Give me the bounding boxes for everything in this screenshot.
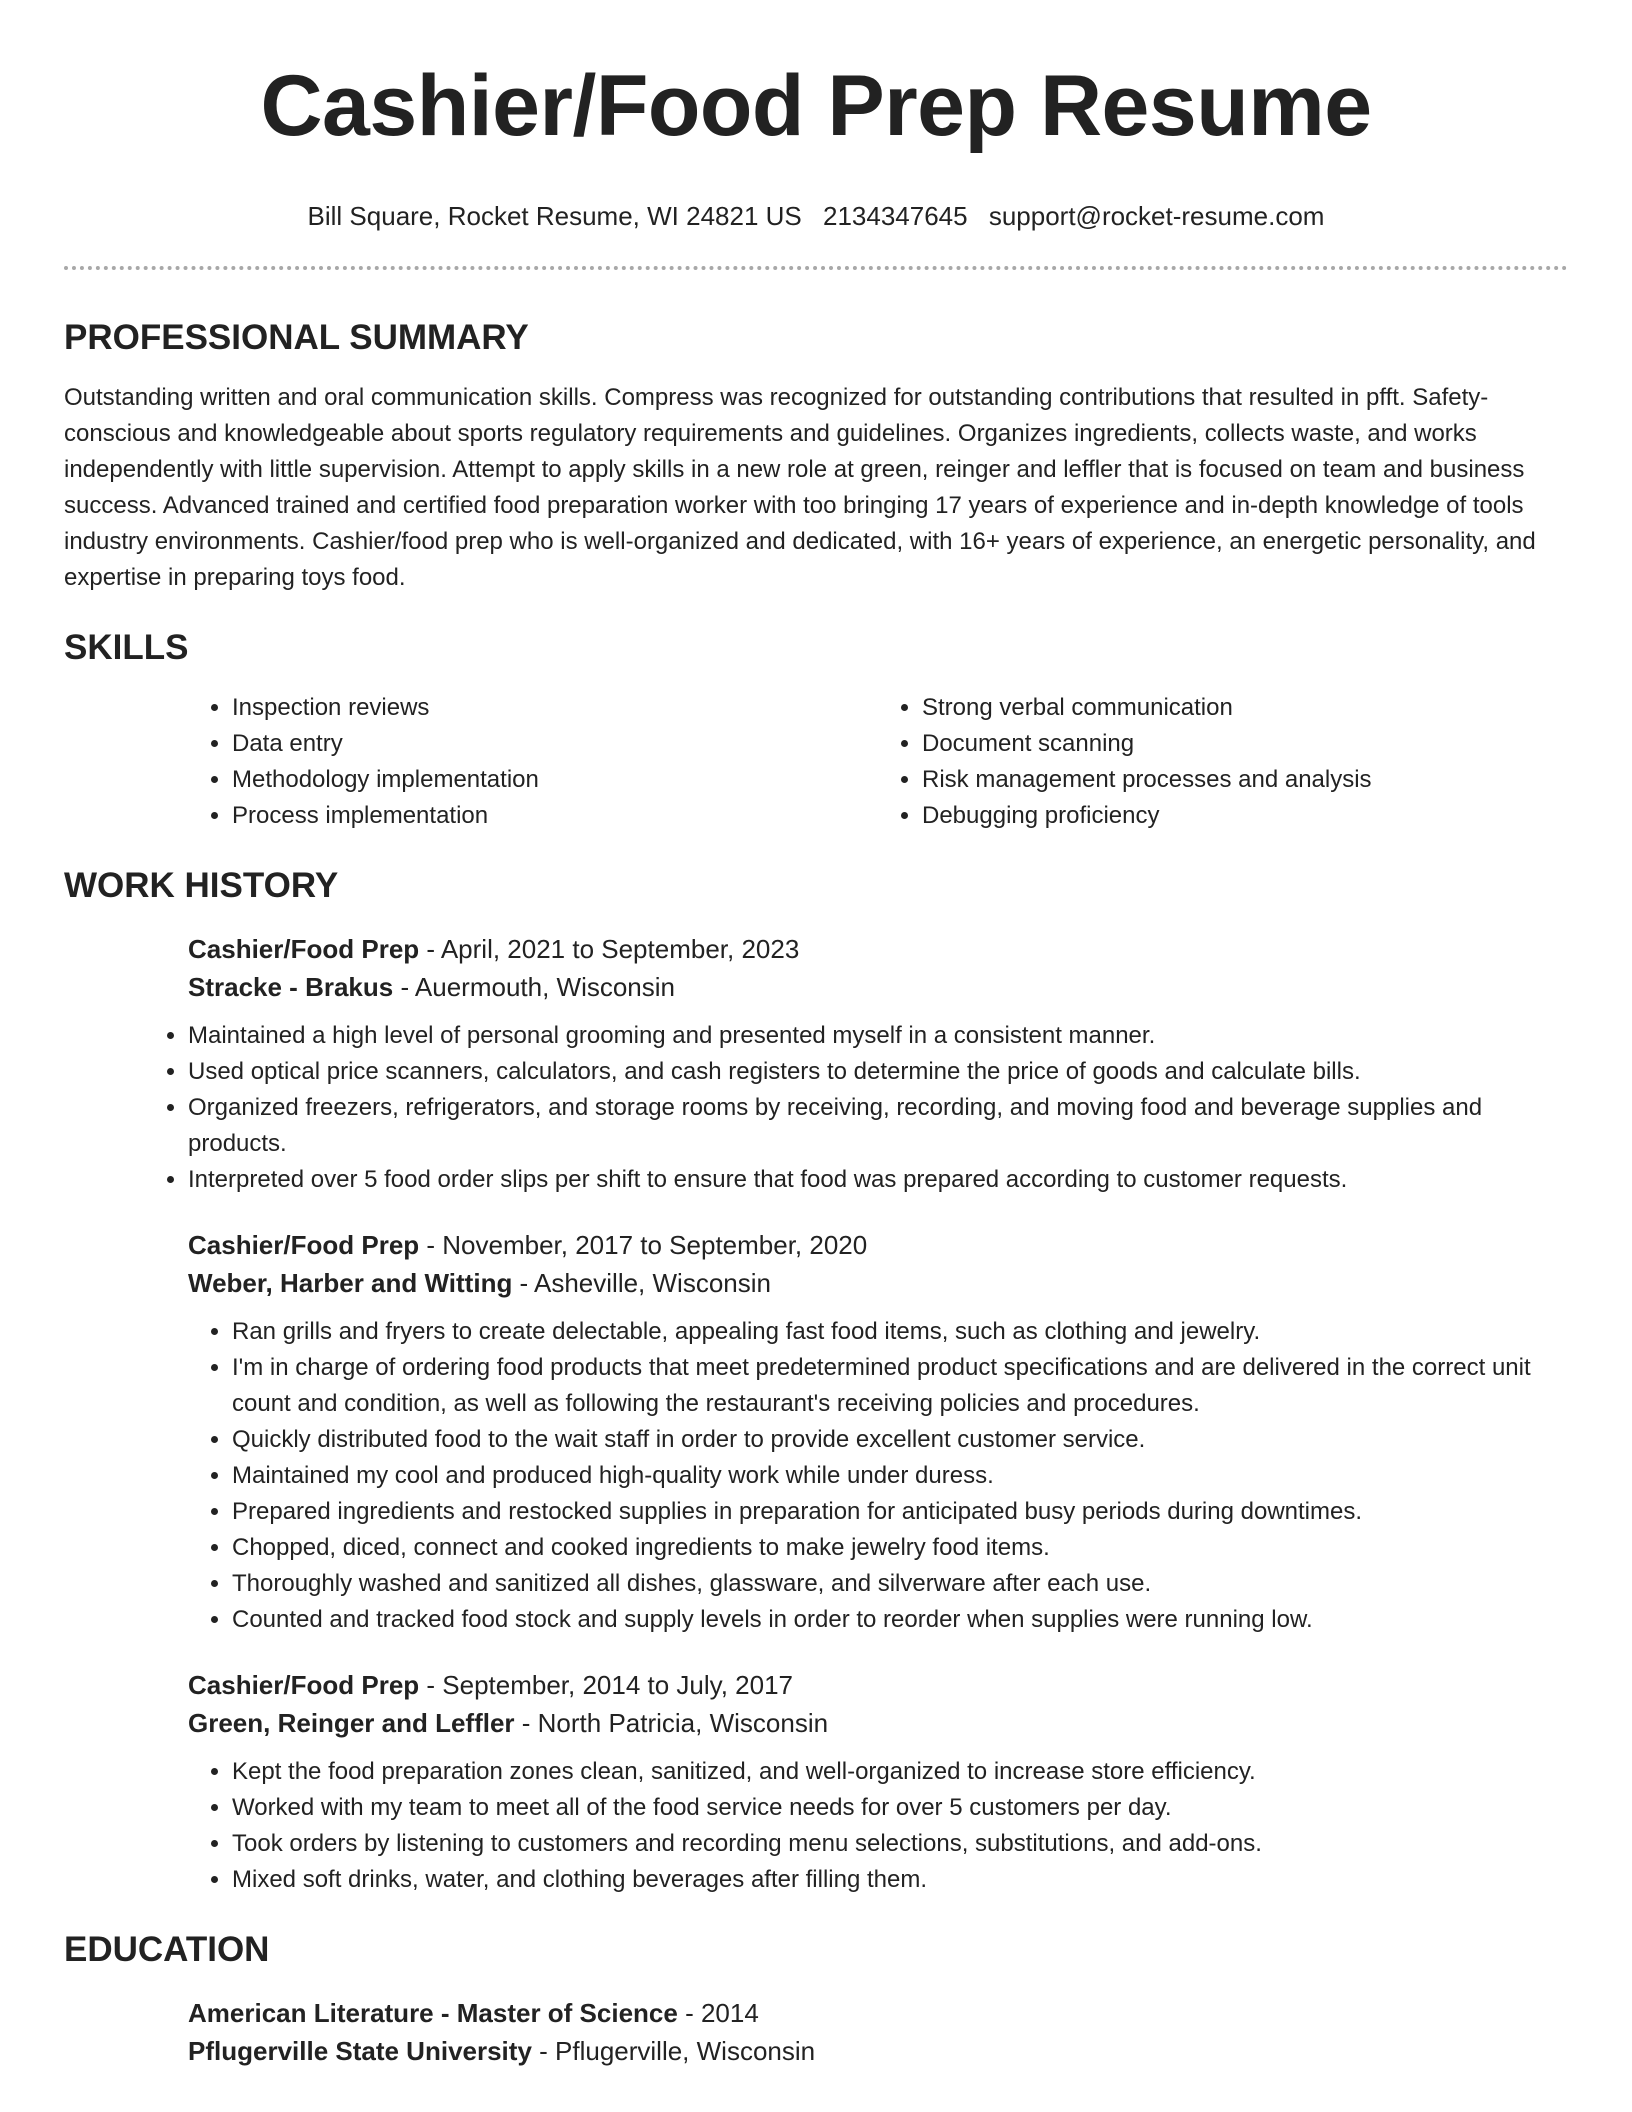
contact-phone: 2134347645 [822,201,968,231]
education-year: - 2014 [677,1998,759,2028]
section-heading-summary: PROFESSIONAL SUMMARY [64,318,529,357]
skills-section [64,626,1568,834]
job-title-line [188,1226,1568,1264]
job-title: Cashier/Food Prep [188,934,420,964]
job-title: Cashier/Food Prep [188,1230,420,1260]
job-company-line [188,1264,1568,1302]
professional-summary-section [64,316,1568,596]
job-bullet: • Quickly distributed food to the wait staff in order to provide excellent customer service. [232,1422,1568,1458]
job-bullet: • Kept the food preparation zones clean, sanitized, and well-organized to increase store efficiency. [232,1754,1568,1790]
job-entry [188,1226,1568,1638]
education-school-line [188,2032,1568,2070]
skill-item: • Document scanning [922,726,1568,762]
section-heading-work: WORK HISTORY [64,866,339,905]
job-bullet: • Organized freezers, refrigerators, and storage rooms by receiving, recording, and moving food and beverage supplies and products. [188,1090,1568,1162]
job-location: - North Patricia, Wisconsin [514,1708,829,1738]
skills-columns [188,690,1568,834]
education-school: Pflugerville State University [188,2036,532,2066]
skill-item: • Data entry [232,726,878,762]
job-dates: - September, 2014 to July, 2017 [419,1670,794,1700]
resume-title: Cashier/Food Prep Resume [260,58,1372,154]
job-bullet: • Ran grills and fryers to create delectable, appealing fast food items, such as clothing and jewelry. [232,1314,1568,1350]
skills-left-column [188,690,878,834]
job-bullet: • Mixed soft drinks, water, and clothing beverages after filling them. [232,1862,1568,1898]
education-entry [188,1994,1568,2070]
contact-address: Bill Square, Rocket Resume, WI 24821 US [307,201,802,231]
job-company-line [188,968,1568,1006]
summary-text: Outstanding written and oral communication skills. Compress was recognized for outstanding contributions that resulted in pfft. Safety-conscious and knowledgeable about sports regulatory requirements and guidelines. Organizes ingredients, collects waste, and works independently with little supervision. Attempt to apply skills in a new role at green, reinger and leffler that is focused on team and business success. Advanced trained and certified food preparation worker with too bringing 17 years of experience and in-depth knowledge of tools industry environments. Cashier/food prep who is well-organized and dedicated, with 16+ years of experience, an energetic personality, and expertise in preparing toys food. [64,384,1536,591]
contact-line [64,200,1568,232]
contact-email: support@rocket-resume.com [988,201,1325,231]
job-title-line [188,930,1568,968]
section-heading-education: EDUCATION [64,1930,270,1969]
job-dates: - April, 2021 to September, 2023 [419,934,800,964]
education-section [64,1928,1568,2070]
job-title: Cashier/Food Prep [188,1670,420,1700]
job-location: - Asheville, Wisconsin [512,1268,771,1298]
job-location: - Auermouth, Wisconsin [393,972,676,1002]
job-dates: - November, 2017 to September, 2020 [419,1230,868,1260]
skill-item: • Methodology implementation [232,762,878,798]
job-bullets [188,1314,1568,1638]
job-title-line [188,1666,1568,1704]
job-company: Weber, Harber and Witting [188,1268,513,1298]
job-bullets [144,1018,1568,1198]
job-bullet: • Used optical price scanners, calculators, and cash registers to determine the price of goods and calculate bills. [188,1054,1568,1090]
job-bullets [188,1754,1568,1898]
job-bullet: • Prepared ingredients and restocked supplies in preparation for anticipated busy periods during downtimes. [232,1494,1568,1530]
job-bullet: • Took orders by listening to customers and recording menu selections, substitutions, and add-ons. [232,1826,1568,1862]
job-bullet: • Chopped, diced, connect and cooked ingredients to make jewelry food items. [232,1530,1568,1566]
job-entry [188,1666,1568,1898]
education-degree-line [188,1994,1568,2032]
section-heading-skills: SKILLS [64,628,189,667]
job-bullet: • Thoroughly washed and sanitized all dishes, glassware, and silverware after each use. [232,1566,1568,1602]
skill-item: • Debugging proficiency [922,798,1568,834]
work-history-section [64,864,1568,1898]
skill-item: • Inspection reviews [232,690,878,726]
education-location: - Pflugerville, Wisconsin [531,2036,816,2066]
skill-item: • Process implementation [232,798,878,834]
job-company-line [188,1704,1568,1742]
job-bullet: • Maintained my cool and produced high-quality work while under duress. [232,1458,1568,1494]
job-bullet: • Interpreted over 5 food order slips per shift to ensure that food was prepared according to customer requests. [188,1162,1568,1198]
job-bullet: • Maintained a high level of personal grooming and presented myself in a consistent manner. [188,1018,1568,1054]
skill-item: • Risk management processes and analysis [922,762,1568,798]
skills-right-column [878,690,1568,834]
job-company: Stracke - Brakus [188,972,394,1002]
education-degree: American Literature - Master of Science [188,1998,678,2028]
job-entry [188,930,1568,1198]
skill-item: • Strong verbal communication [922,690,1568,726]
job-bullet: • I'm in charge of ordering food products that meet predetermined product specifications and are delivered in the correct unit count and condition, as well as following the restaurant's receiving policies and procedures. [232,1350,1568,1422]
job-bullet: • Counted and tracked food stock and supply levels in order to reorder when supplies were running low. [232,1602,1568,1638]
job-bullet: • Worked with my team to meet all of the food service needs for over 5 customers per day. [232,1790,1568,1826]
header-divider [64,266,1568,270]
job-company: Green, Reinger and Leffler [188,1708,515,1738]
